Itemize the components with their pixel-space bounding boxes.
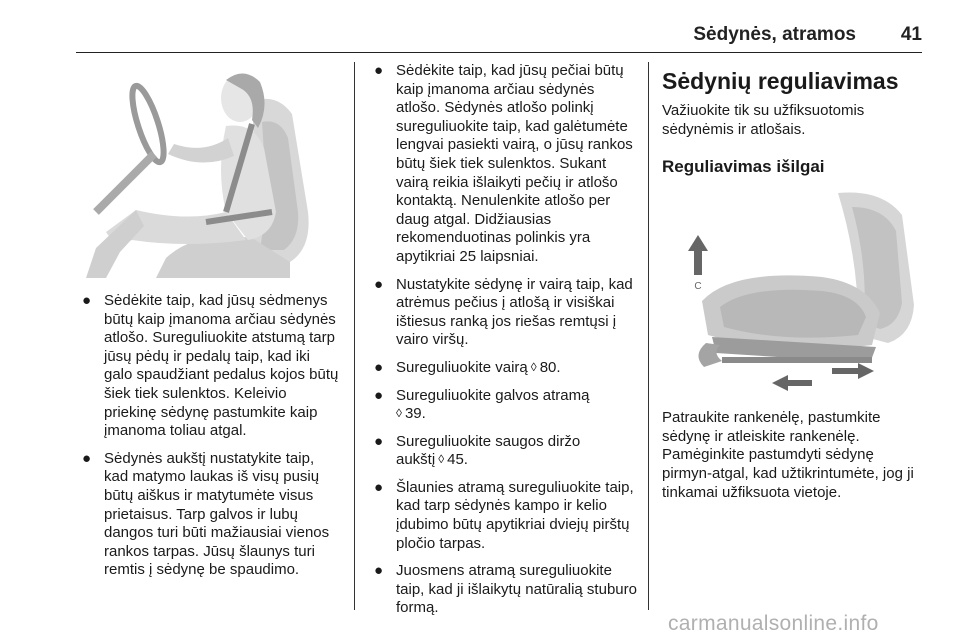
header-title: Sėdynės, atramos: [693, 24, 856, 45]
page-reference[interactable]: 45.: [447, 451, 468, 469]
page-number: 41: [900, 24, 922, 45]
list-item-text: Sureguliuokite vairą: [396, 358, 528, 376]
list-item: [368, 62, 638, 267]
list-item: [368, 433, 638, 470]
page-reference-arrow-icon: ◊: [438, 452, 445, 467]
list-item-text: Sėdėkite taip, kad jūsų pečiai būtų kaip įmanoma arčiau sėdynės atlošo. Sėdynės atlošo polinkį sureguliuokite taip, kad galėtumėte lengvai pasiekti vairą, o jūsų rankos būtų šiek tiek sulenktos. Sukant vairą reikia išlaikyti pečių ir atlošo kontaktą. Nenulenkite atlošo per daug atgal. Didžiausias rekomenduotinas polinkis yra apytikriai 25 laipsniai.: [396, 62, 633, 265]
bullet-icon: ●: [374, 478, 384, 496]
list-item: [368, 479, 638, 553]
list-item: [76, 450, 340, 580]
driver-seating-illustration: [76, 62, 340, 278]
list-item: [368, 562, 638, 618]
instruction-paragraph: Patraukite rankenėlę, pastumkite sėdynę ir atleiskite rankenėlę. Pamėginkite pastumdyti sėdynę pirmyn-atgal, kad užtikrintumėte, jog ji tinkamai užfiksuota vietoje.: [662, 409, 914, 501]
bullet-list: [368, 62, 638, 618]
page-reference[interactable]: 80.: [539, 358, 561, 376]
column-divider: [648, 62, 649, 610]
bullet-list: [76, 292, 340, 580]
bullet-icon: ●: [374, 562, 384, 580]
list-item: [76, 292, 340, 441]
page-reference-arrow-icon: ◊: [530, 359, 537, 374]
bullet-icon: ●: [374, 62, 384, 79]
list-item-text: Sėdynės aukštį nustatykite taip, kad matymo laukas iš visų pusių būtų aiškus ir matytumėte visus prietaisus. Tarp galvos ir lubų dangos turi būti mažiausiai vienos rankos tarpas. Jūsų šlaunys turi remtis į sėdynę be spaudimo.: [104, 449, 330, 579]
list-item-text: Sureguliuokite galvos atramą: [396, 386, 590, 404]
column-3: [662, 62, 924, 502]
page-reference[interactable]: 39.: [404, 405, 426, 423]
page-header: [76, 0, 922, 53]
page-reference-arrow-icon: ◊: [396, 406, 402, 421]
list-item: [368, 359, 638, 378]
section-title: Sėdynių reguliavimas: [662, 68, 899, 94]
column-2: [368, 62, 638, 627]
bullet-icon: ●: [374, 432, 384, 450]
column-divider: [354, 62, 355, 610]
bullet-icon: ●: [82, 292, 92, 309]
bullet-icon: ●: [374, 386, 384, 404]
subsection-title: Reguliavimas išilgai: [662, 157, 825, 177]
list-item-text: Juosmens atramą sureguliuokite taip, kad ji išlaikytų natūralią stuburo formą.: [396, 562, 637, 617]
section-intro: Važiuokite tik su užfiksuotomis sėdynėmis ir atlošais.: [662, 102, 865, 138]
watermark: carmanualsonline.info: [668, 612, 879, 635]
list-item: [368, 276, 638, 350]
svg-text:C: C: [694, 281, 702, 293]
list-item-text: Šlaunies atramą sureguliuokite taip, kad tarp sėdynės kampo ir kelio įdubimo būtų apytikriai dviejų pirštų pločio tarpas.: [396, 478, 634, 552]
list-item-text: Nustatykite sėdynę ir vairą taip, kad atrėmus pečius į atlošą ir visiškai ištiesus ranką jos riešas remtųsi į vairo viršų.: [396, 275, 633, 349]
bullet-icon: ●: [374, 275, 384, 293]
seat-longitudinal-adjustment-illustration: [662, 185, 924, 399]
list-item-text: Sėdėkite taip, kad jūsų sėdmenys būtų kaip įmanoma arčiau sėdynės atlošo. Sureguliuokite atstumą tarp jūsų pėdų ir pedalų taip, kad iki galo spaudžiant pedalus kojos būtų šiek tiek sulenktos. Keleivio priekinę sėdynę pastumkite kaip įmanoma toliau atgal.: [104, 292, 339, 440]
bullet-icon: ●: [374, 358, 384, 376]
column-1: [76, 62, 340, 589]
list-item-text: Sureguliuokite saugos diržo aukštį: [396, 432, 581, 469]
bullet-icon: ●: [82, 449, 92, 467]
list-item: [368, 387, 638, 424]
